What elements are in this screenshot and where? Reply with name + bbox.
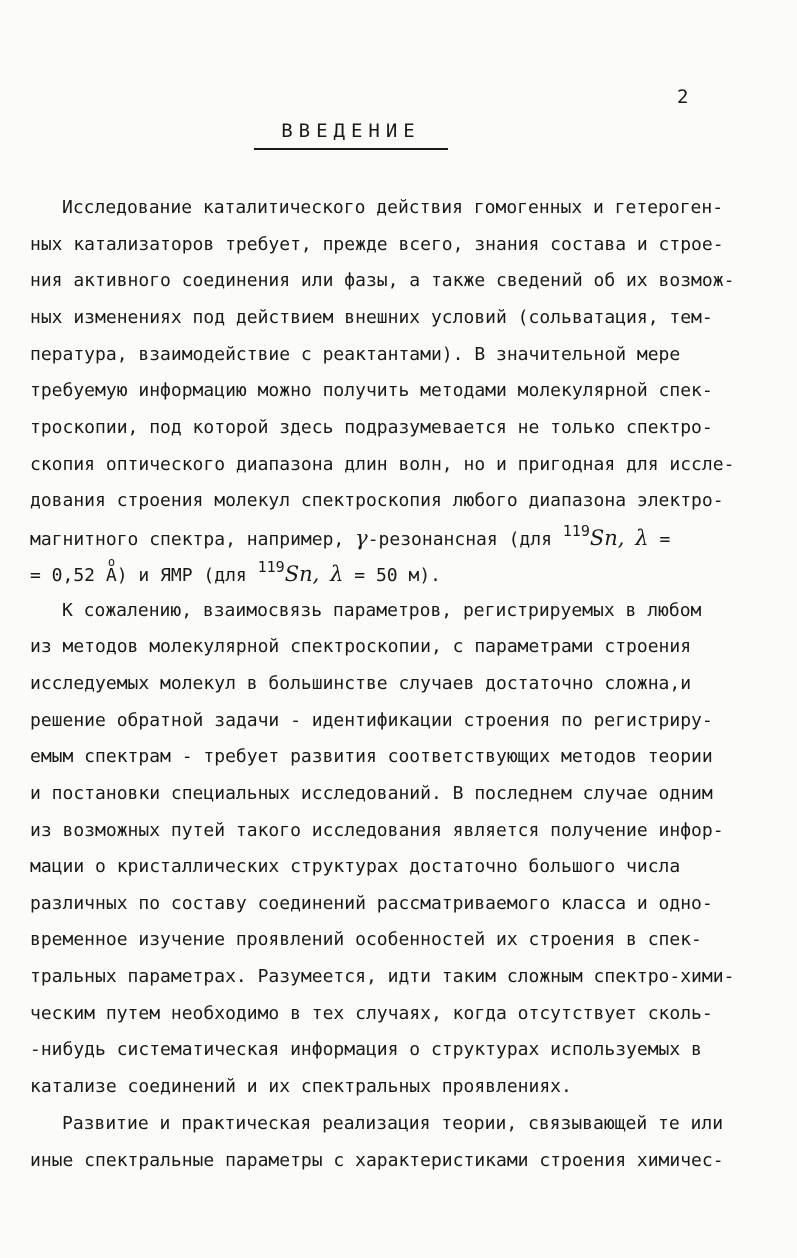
paragraph-line: дования строения молекул спектроскопия любого диапазона электро- bbox=[30, 490, 724, 511]
paragraph-line: скопия оптического диапазона длин волн, но и пригодная для иссле- bbox=[30, 454, 735, 475]
lambda-symbol: λ bbox=[635, 526, 649, 550]
gamma-symbol: γ bbox=[355, 526, 368, 550]
tin-symbol: Sn, bbox=[589, 526, 625, 550]
paragraph-line: требуемую информацию можно получить методами молекулярной спек- bbox=[30, 380, 713, 401]
paragraph-line: емым спектрам - требует развития соответствующих методов теории bbox=[30, 746, 713, 767]
paragraph-line: пература, взаимодействие с реактантами). В значительной мере bbox=[30, 344, 681, 365]
isotope-number: 119 bbox=[562, 522, 590, 540]
paragraph-line: из возможных путей такого исследования является получение инфор- bbox=[30, 820, 724, 841]
paragraph-line: троскопии, под которой здесь подразумевается не только спектро- bbox=[30, 417, 713, 438]
page-title: ВВЕДЕНИЕ bbox=[254, 120, 448, 150]
paragraph-line: решение обратной задачи - идентификации строения по регистриру- bbox=[30, 710, 713, 731]
paragraph-line: различных по составу соединений рассматриваемого класса и одно- bbox=[30, 893, 713, 914]
paragraph-line: Развитие и практическая реализация теории, связывающей те или bbox=[62, 1113, 724, 1134]
formula-line bbox=[30, 558, 775, 587]
formula-text: магнитного спектра, например, bbox=[30, 529, 345, 550]
paragraph-line: ных изменениях под действием внешних условий (сольватация, тем- bbox=[30, 307, 713, 328]
formula-line bbox=[30, 522, 775, 551]
paragraph-line: исследуемых молекул в большинстве случаев достаточно сложна,и bbox=[30, 673, 692, 694]
lambda-symbol: λ bbox=[330, 562, 344, 586]
paragraph-line: из методов молекулярной спектроскопии, с параметрами строения bbox=[30, 636, 692, 657]
formula-text: = 50 м). bbox=[354, 565, 441, 586]
paragraph-line: -нибудь систематическая информация о структурах используемых в bbox=[30, 1039, 702, 1060]
paragraph-line: ческим путем необходимо в тех случаях, когда отсутствует сколь- bbox=[30, 1003, 713, 1024]
paragraph-line: ных катализаторов требует, прежде всего, знания состава и строе- bbox=[30, 234, 724, 255]
paragraph-line: иные спектральные параметры с характеристиками строения химичес- bbox=[30, 1150, 724, 1171]
paragraph-line: Исследование каталитического действия гомогенных и гетероген- bbox=[62, 197, 724, 218]
tin-symbol: Sn, bbox=[284, 562, 320, 586]
formula-text: = 0,52 bbox=[30, 565, 96, 586]
isotope-number: 119 bbox=[257, 558, 285, 576]
paragraph-line: временное изучение проявлений особенностей их строения в спек- bbox=[30, 929, 702, 950]
page-number: 2 bbox=[677, 86, 689, 108]
angstrom-symbol: o A bbox=[106, 565, 117, 586]
formula-text: -резонансная (для bbox=[367, 529, 552, 550]
paragraph-line: и постановки специальных исследований. В последнем случае одним bbox=[30, 783, 713, 804]
formula-text: ) и ЯМР (для bbox=[116, 565, 247, 586]
paragraph-line: тральных параметрах. Разумеется, идти таким сложным спектро-хими- bbox=[30, 966, 735, 987]
paragraph-line: ния активного соединения или фазы, а также сведений об их возмож- bbox=[30, 270, 735, 291]
paragraph-line: катализе соединений и их спектральных проявлениях. bbox=[30, 1076, 572, 1097]
formula-text: = bbox=[659, 529, 671, 550]
paragraph-line: К сожалению, взаимосвязь параметров, регистрируемых в любом bbox=[62, 600, 702, 621]
paragraph-line: мации о кристаллических структурах достаточно большого числа bbox=[30, 856, 681, 877]
